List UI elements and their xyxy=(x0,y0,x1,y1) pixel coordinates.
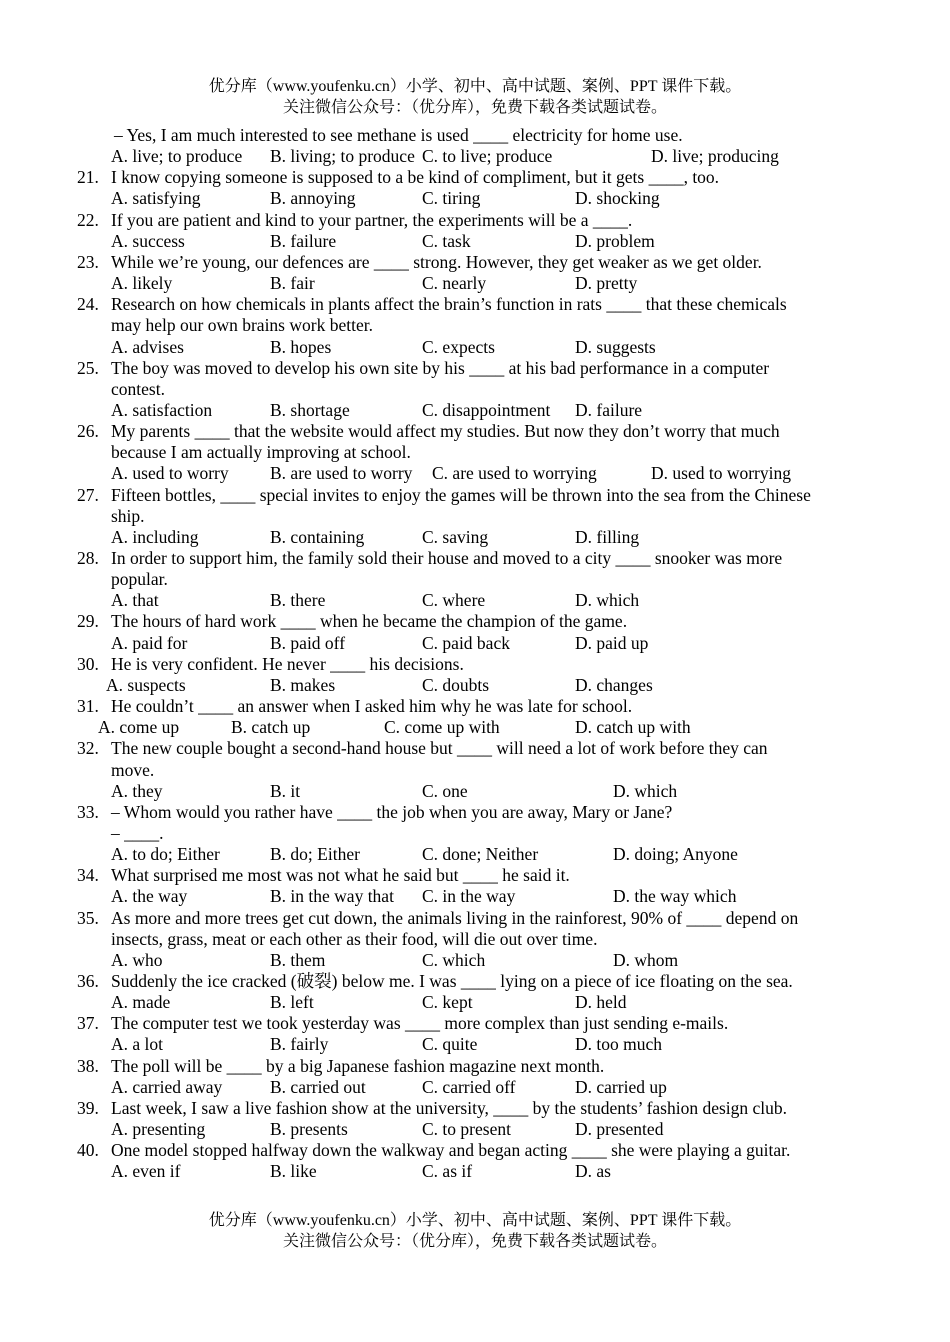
question-number: 27. xyxy=(77,484,99,505)
answer-option[interactable]: A. that xyxy=(111,590,159,611)
question-text: My parents ____ that the website would affect my studies. But now they don’t worry that much xyxy=(111,421,780,442)
answer-option[interactable]: D. live; producing xyxy=(651,146,779,167)
question-text: The hours of hard work ____ when he became the champion of the game. xyxy=(111,611,628,632)
question-text: He is very confident. He never ____ his decisions. xyxy=(111,653,464,674)
answer-option[interactable]: A. carried away xyxy=(111,1076,223,1097)
question-number: 31. xyxy=(77,696,99,717)
answer-option[interactable]: D. failure xyxy=(575,399,643,420)
answer-option[interactable]: C. as if xyxy=(422,1161,473,1182)
question-text: insects, grass, meat or each other as their food, will die out over time. xyxy=(111,928,598,949)
answer-option[interactable]: B. carried out xyxy=(270,1076,366,1097)
answer-option[interactable]: D. used to worrying xyxy=(651,463,791,484)
answer-option[interactable]: D. problem xyxy=(575,230,655,251)
answer-option[interactable]: C. carried off xyxy=(422,1076,516,1097)
answer-option[interactable]: B. paid off xyxy=(270,632,346,653)
question-number: 32. xyxy=(77,738,99,759)
answer-option[interactable]: D. suggests xyxy=(575,336,656,357)
answer-option[interactable]: A. even if xyxy=(111,1161,181,1182)
answer-option[interactable]: C. to present xyxy=(422,1119,511,1140)
answer-option[interactable]: D. paid up xyxy=(575,632,649,653)
question-text: He couldn’t ____ an answer when I asked him why he was late for school. xyxy=(111,696,633,717)
answer-option[interactable]: A. paid for xyxy=(111,632,188,653)
answer-option[interactable]: A. used to worry xyxy=(111,463,229,484)
answer-option[interactable]: C. paid back xyxy=(422,632,510,653)
footer-line-2: 关注微信公众号：（优分库），免费下载各类试题试卷。 xyxy=(282,1233,667,1250)
question-number: 37. xyxy=(77,1013,99,1034)
question-text: The computer test we took yesterday was ____ more complex than just sending e-mails. xyxy=(111,1013,729,1034)
answer-option[interactable]: B. fair xyxy=(270,273,315,294)
question-number: 33. xyxy=(77,801,99,822)
answer-option[interactable]: B. living; to produce xyxy=(270,146,415,167)
answer-option[interactable]: C. kept xyxy=(422,992,473,1013)
answer-option[interactable]: A. likely xyxy=(111,273,173,294)
answer-option[interactable]: B. fairly xyxy=(270,1034,329,1055)
header-line-2: 关注微信公众号：（优分库），免费下载各类试题试卷。 xyxy=(282,99,667,116)
answer-option[interactable]: C. expects xyxy=(422,336,495,357)
answer-option[interactable]: B. failure xyxy=(270,230,337,251)
answer-option[interactable]: C. quite xyxy=(422,1034,478,1055)
question-text: – Yes, I am much interested to see methane is used ____ electricity for home use. xyxy=(114,125,683,145)
question-number: 23. xyxy=(77,251,99,272)
answer-option[interactable]: A. a lot xyxy=(111,1034,164,1055)
answer-option[interactable]: A. live; to produce xyxy=(111,146,243,167)
answer-option[interactable]: B. it xyxy=(270,780,301,801)
question-text: because I am actually improving at school. xyxy=(111,442,411,463)
question-text: As more and more trees get cut down, the animals living in the rainforest, 90% of ____ depend on xyxy=(111,907,799,928)
answer-option[interactable]: D. pretty xyxy=(575,273,638,294)
answer-option[interactable]: C. done; Neither xyxy=(422,844,539,865)
question-text: contest. xyxy=(111,378,165,399)
answer-option[interactable]: D. catch up with xyxy=(575,717,691,738)
question-text: The boy was moved to develop his own site by his ____ at his bad performance in a computer xyxy=(111,357,770,378)
answer-option[interactable]: A. made xyxy=(111,992,171,1013)
question-number: 29. xyxy=(77,611,99,632)
question-text: Last week, I saw a live fashion show at the university, ____ by the students’ fashion design club. xyxy=(111,1097,788,1118)
answer-option[interactable]: B. hopes xyxy=(270,336,332,357)
question-text: The poll will be ____ by a big Japanese fashion magazine next month. xyxy=(111,1055,605,1076)
question-text: One model stopped halfway down the walkway and began acting ____ she were playing a guitar. xyxy=(111,1140,791,1161)
answer-option[interactable]: B. them xyxy=(270,949,326,970)
question-text: move. xyxy=(111,759,155,780)
footer-line-1: 优分库（www.youfenku.cn）小学、初中、高中试题、案例、PPT 课件下载。 xyxy=(208,1212,742,1229)
answer-option[interactable]: D. whom xyxy=(613,949,679,970)
answer-option[interactable]: D. carried up xyxy=(575,1076,667,1097)
answer-option[interactable]: C. in the way xyxy=(422,886,516,907)
question-number: 21. xyxy=(77,167,99,188)
question-number: 34. xyxy=(77,865,99,886)
question-text: Fifteen bottles, ____ special invites to enjoy the games will be thrown into the sea from the Chinese xyxy=(111,484,811,505)
answer-option[interactable]: D. the way which xyxy=(613,886,737,907)
answer-option[interactable]: A. presenting xyxy=(111,1119,206,1140)
answer-option[interactable]: A. to do; Either xyxy=(111,844,220,865)
answer-option[interactable]: C. are used to worrying xyxy=(432,463,597,484)
answer-option[interactable]: C. one xyxy=(422,780,468,801)
question-text: What surprised me most was not what he said but ____ he said it. xyxy=(111,865,570,886)
answer-option[interactable]: A. come up xyxy=(98,717,180,738)
answer-option[interactable]: B. there xyxy=(270,590,326,611)
question-text: – Whom would you rather have ____ the job when you are away, Mary or Jane? xyxy=(111,801,673,822)
answer-option[interactable]: C. which xyxy=(422,949,486,970)
question-text: popular. xyxy=(111,569,168,590)
question-text: In order to support him, the family sold their house and moved to a city ____ snooker was more xyxy=(111,548,783,568)
answer-option[interactable]: C. task xyxy=(422,230,471,251)
question-number: 36. xyxy=(77,971,99,991)
question-text: – ____. xyxy=(111,822,164,843)
answer-option[interactable]: D. doing; Anyone xyxy=(613,844,738,865)
question-number: 24. xyxy=(77,294,99,315)
answer-option[interactable]: D. which xyxy=(575,590,640,611)
answer-option[interactable]: D. which xyxy=(613,780,678,801)
answer-option[interactable]: B. annoying xyxy=(270,188,356,209)
answer-option[interactable]: A. suspects xyxy=(106,674,186,695)
answer-option[interactable]: B. in the way that xyxy=(270,886,394,907)
question-text: I know copying someone is supposed to a be kind of compliment, but it gets ____, too. xyxy=(111,167,720,188)
answer-option[interactable]: A. they xyxy=(111,780,163,801)
answer-option[interactable]: D. too much xyxy=(575,1034,663,1055)
answer-option[interactable]: C. where xyxy=(422,590,486,611)
question-text: Research on how chemicals in plants affect the brain’s function in rats ____ that these chemicals xyxy=(111,294,787,315)
question-number: 40. xyxy=(77,1140,99,1161)
answer-option[interactable]: B. like xyxy=(270,1161,317,1182)
question-number: 30. xyxy=(77,653,99,674)
answer-option[interactable]: C. disappointment xyxy=(422,399,551,420)
answer-option[interactable]: B. left xyxy=(270,992,314,1013)
question-text: may help our own brains work better. xyxy=(111,315,373,336)
page-footer xyxy=(0,1210,950,1252)
answer-option[interactable]: A. success xyxy=(111,230,185,251)
answer-option[interactable]: A. advises xyxy=(111,336,184,357)
answer-option[interactable]: A. who xyxy=(111,949,163,970)
answer-option[interactable]: C. doubts xyxy=(422,674,490,695)
answer-option[interactable]: C. to live; produce xyxy=(422,146,553,167)
question-number: 26. xyxy=(77,421,99,442)
answer-option[interactable]: B. do; Either xyxy=(270,844,360,865)
answer-option[interactable]: D. presented xyxy=(575,1119,664,1140)
answer-option[interactable]: D. filling xyxy=(575,526,640,547)
question-number: 35. xyxy=(77,907,99,928)
answer-option[interactable]: B. shortage xyxy=(270,399,350,420)
answer-option[interactable]: B. containing xyxy=(270,526,365,547)
answer-option[interactable]: A. satisfying xyxy=(111,188,201,209)
question-text: While we’re young, our defences are ____ strong. However, they get weaker as we get older. xyxy=(111,251,762,272)
answer-option[interactable]: C. nearly xyxy=(422,273,487,294)
question-number: 22. xyxy=(77,209,99,230)
question-number: 28. xyxy=(77,548,99,568)
answer-option[interactable]: A. the way xyxy=(111,886,188,907)
answer-option[interactable]: B. presents xyxy=(270,1119,348,1140)
question-number: 39. xyxy=(77,1097,99,1118)
answer-option[interactable]: C. tiring xyxy=(422,188,481,209)
question-number: 38. xyxy=(77,1055,99,1076)
header-line-1: 优分库（www.youfenku.cn）小学、初中、高中试题、案例、PPT 课件下载。 xyxy=(208,78,742,95)
answer-option[interactable]: D. as xyxy=(575,1161,611,1182)
question-text: Suddenly the ice cracked (破裂) below me. I was ____ lying on a piece of ice floating on the sea. xyxy=(111,971,793,991)
answer-option[interactable]: C. come up with xyxy=(384,717,500,738)
answer-option[interactable]: D. changes xyxy=(575,674,653,695)
question-text: If you are patient and kind to your partner, the experiments will be a ____. xyxy=(111,209,633,230)
question-number: 25. xyxy=(77,357,99,378)
answer-option[interactable]: B. makes xyxy=(270,674,336,695)
answer-option[interactable]: A. satisfaction xyxy=(111,399,213,420)
answer-option[interactable]: A. including xyxy=(111,526,199,547)
page-header xyxy=(0,76,950,118)
answer-option[interactable]: C. saving xyxy=(422,526,489,547)
answer-option[interactable]: B. catch up xyxy=(231,717,311,738)
answer-option[interactable]: D. shocking xyxy=(575,188,660,209)
answer-option[interactable]: D. held xyxy=(575,992,627,1013)
question-text: The new couple bought a second-hand house but ____ will need a lot of work before they can xyxy=(111,738,768,759)
answer-option[interactable]: B. are used to worry xyxy=(270,463,413,484)
question-text: ship. xyxy=(111,505,145,526)
